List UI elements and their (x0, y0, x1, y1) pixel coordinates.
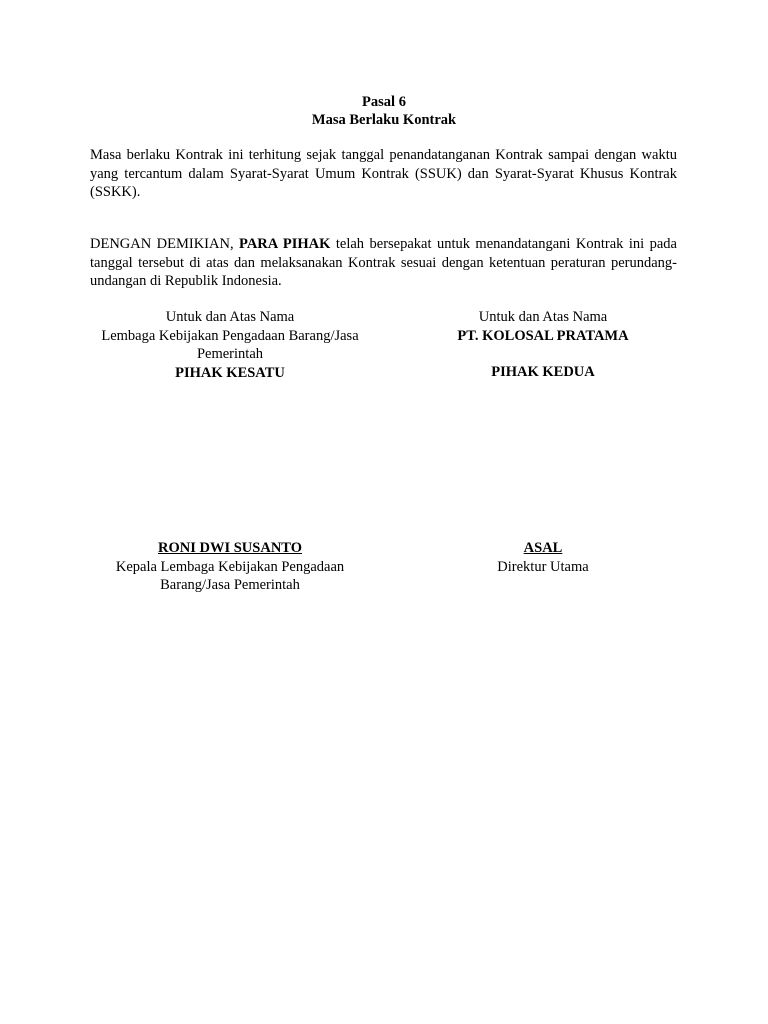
validity-paragraph: Masa berlaku Kontrak ini terhitung sejak tanggal penandatanganan Kontrak sampai dengan waktu yang tercantum dalam Syarat-Syarat Umum Kontrak (SSUK) dan Syarat-Syarat Khusus Kontrak (SSKK). (90, 147, 677, 200)
closing-parties: PARA PIHAK (239, 236, 331, 252)
article-number: Pasal 6 (362, 94, 406, 110)
first-party-signer (90, 539, 370, 595)
second-party-signer (420, 539, 666, 576)
closing-lead: DENGAN DEMIKIAN, (90, 236, 234, 252)
second-party-label: PIHAK KEDUA (491, 364, 595, 380)
closing-rest: telah bersepakat untuk menandatangani Kontrak ini pada tanggal tersebut di atas dan melaksanakan Kontrak sesuai dengan ketentuan peraturan perundang-undangan di Republik Indonesia. (90, 236, 677, 289)
second-party-organization: PT. KOLOSAL PRATAMA (457, 327, 629, 344)
first-signer-name: RONI DWI SUSANTO (158, 540, 302, 556)
closing-paragraph (90, 235, 677, 291)
first-party-organization: Lembaga Kebijakan Pengadaan Barang/Jasa Pemerintah (101, 327, 359, 362)
signature-block-first-party (90, 308, 370, 382)
second-signer-title: Direktur Utama (497, 558, 589, 575)
second-signer-name: ASAL (523, 540, 563, 556)
on-behalf-label: Untuk dan Atas Nama (165, 309, 295, 325)
on-behalf-label: Untuk dan Atas Nama (478, 309, 608, 325)
first-signer-title: Kepala Lembaga Kebijakan Pengadaan Barang/Jasa Pemerintah (115, 558, 345, 593)
article-title: Masa Berlaku Kontrak (311, 112, 457, 128)
signature-block-second-party (420, 308, 666, 382)
first-party-label: PIHAK KESATU (175, 364, 285, 381)
